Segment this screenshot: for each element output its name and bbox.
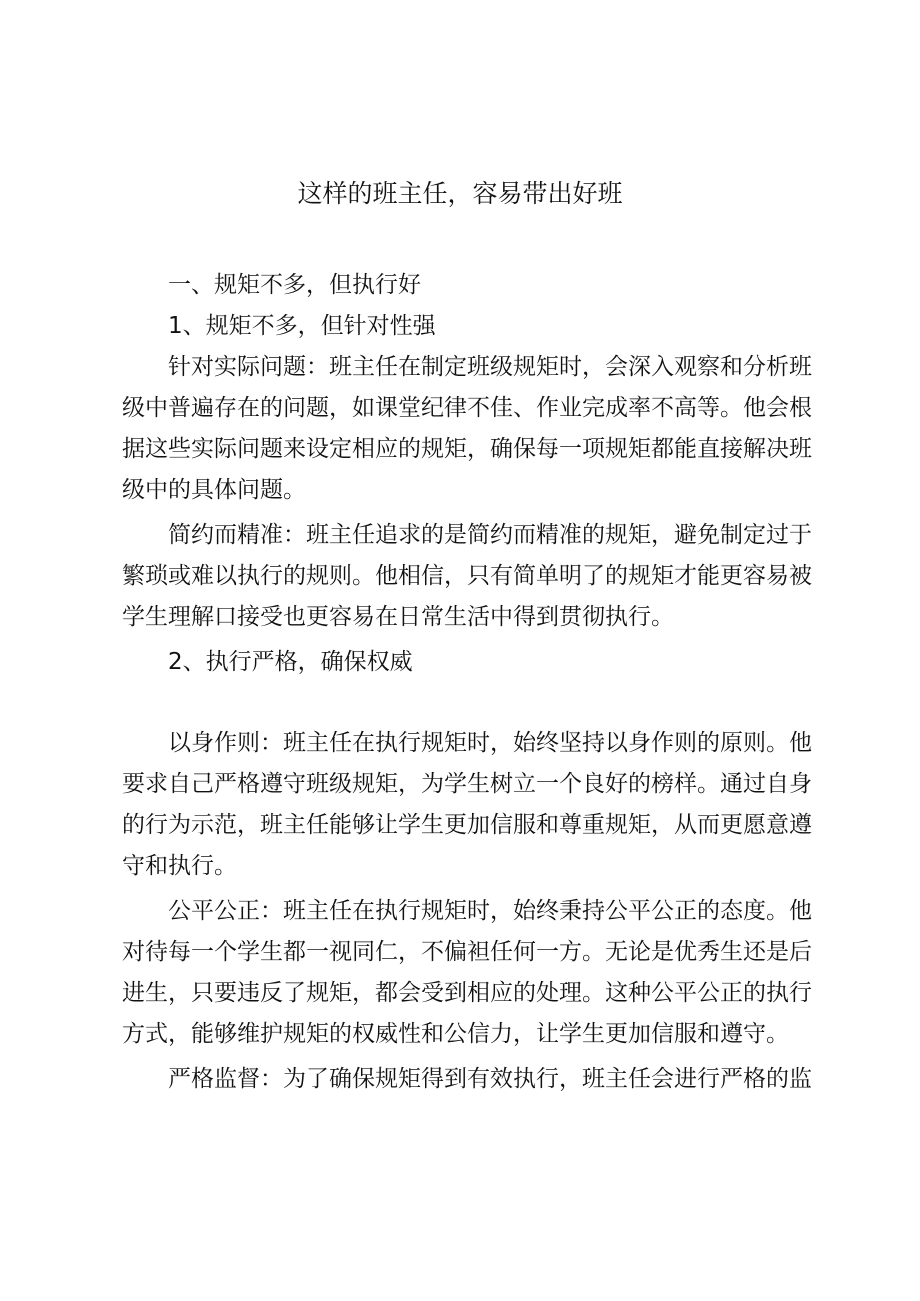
body-paragraph: 针对实际问题：班主任在制定班级规矩时，会深入观察和分析班级中普遍存在的问题，如课堂纪律不佳、作业完成率不高等。他会根据这些实际问题来设定相应的规矩，确保每一项规矩都能直接解决班级中的具体问题。 <box>122 354 812 503</box>
body-paragraph: 简约而精准：班主任追求的是简约而精准的规矩，避免制定过于繁琐或难以执行的规则。他相信，只有简单明了的规矩才能更容易被学生理解口接受也更容易在日常生活中得到贯彻执行。 <box>122 522 812 630</box>
body-paragraph: 严格监督：为了确保规矩得到有效执行，班主任会进行严格的监 <box>168 1066 812 1092</box>
body-paragraph: 以身作则：班主任在执行规矩时，始终坚持以身作则的原则。他要求自己严格遵守班级规矩，为学生树立一个良好的榜样。通过自身的行为示范，班主任能够让学生更加信服和尊重规矩，从而更愿意遵守和执行。 <box>122 730 812 879</box>
document-title: 这样的班主任，容易带出好班 <box>297 179 623 208</box>
subsection-heading: 1、规矩不多，但针对性强 <box>168 313 436 339</box>
subsection-heading: 2、执行严格，确保权威 <box>168 649 413 675</box>
document-body <box>122 265 812 1100</box>
body-paragraph: 公平公正：班主任在执行规矩时，始终秉持公平公正的态度。他对待每一个学生都一视同仁，不偏袒任何一方。无论是优秀生还是后进生，只要违反了规矩，都会受到相应的处理。这种公平公正的执行方式，能够维护规矩的权威性和公信力，让学生更加信服和遵守。 <box>122 898 812 1047</box>
section-heading: 一、规矩不多，但执行好 <box>168 272 421 298</box>
